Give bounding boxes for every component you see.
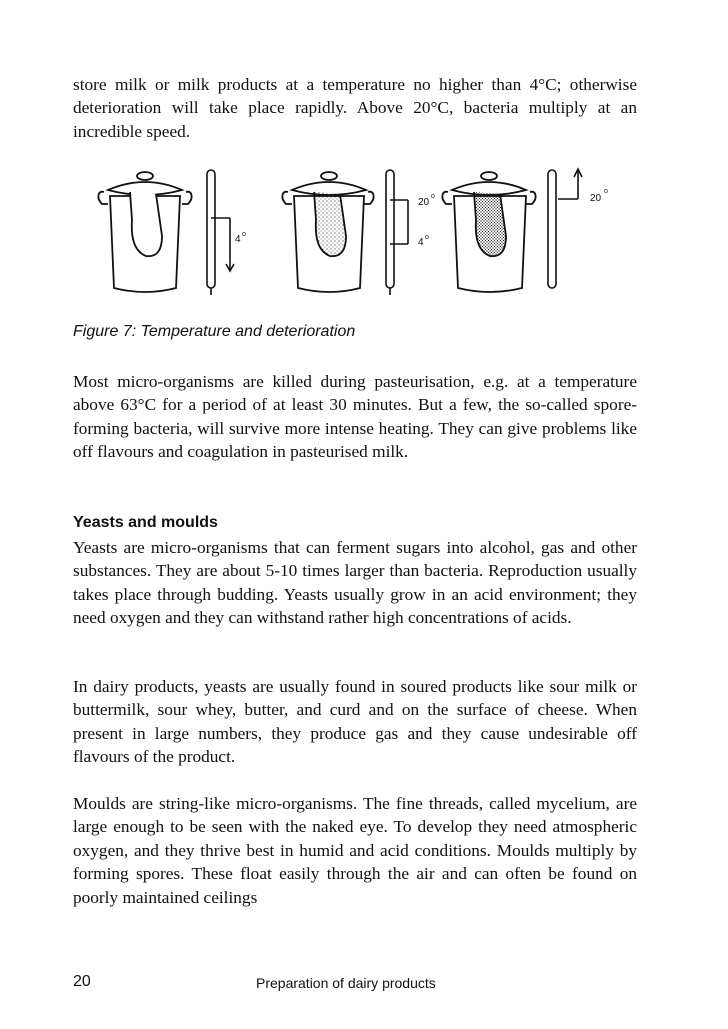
paragraph-moulds: Moulds are string-like micro-organisms. The fine threads, called mycelium, are large enough to be seen with the naked eye. To develop they need atmospheric oxygen, and they thrive best in humid and acid conditions. Moulds multiply by forming spores. These float easily through the air and can often be found on poorly maintained ceilings — [73, 794, 637, 907]
temperature-deterioration-figure — [90, 160, 560, 300]
page-number: 20 — [73, 973, 91, 990]
temp-label-4-first: 4 — [235, 234, 241, 245]
thermometer-medium-icon — [386, 170, 408, 295]
temp-label-4-second: 4 — [418, 237, 424, 248]
degree-mark: o — [242, 231, 246, 238]
paragraph-storage: store milk or milk products at a temperature no higher than 4°C; otherwise deterioration will take place rapidly. Above 20°C, bacteria multiply at an incredible speed. — [73, 75, 637, 141]
milk-pot-medium-icon — [282, 172, 373, 292]
milk-pot-cold-icon — [98, 172, 191, 292]
paragraph-yeasts-dairy: In dairy products, yeasts are usually found in soured products like sour milk or buttermilk, sour whey, butter, and curd and on the surface of cheese. When present in large numbers, they produce gas and they cause undesirable off flavours of the product. — [73, 677, 637, 767]
paragraph-yeasts: Yeasts are micro-organisms that can ferment sugars into alcohol, gas and other substances. They are about 5-10 times larger than bacteria. Reproduction usually takes place through budding. Yeasts usually grow in an acid environment; they need oxygen and they can withstand rather high concentrations of acids. — [73, 538, 637, 628]
temp-label-20-third: 20 — [590, 193, 602, 204]
thermometer-cold-icon — [207, 170, 234, 295]
section-heading-yeasts: Yeasts and moulds — [73, 514, 218, 531]
milk-pot-warm-icon — [442, 172, 535, 292]
temp-label-20-second: 20 — [418, 197, 430, 208]
degree-mark: o — [431, 193, 435, 200]
paragraph-pasteurisation: Most micro-organisms are killed during pasteurisation, e.g. at a temperature above 63°C for a period of at least 30 minutes. But a few, the so-called spore-forming bacteria, will survive more intense heating. They can give problems like off flavours and coagulation in pasteurised milk. — [73, 372, 637, 462]
running-footer-title: Preparation of dairy products — [256, 975, 436, 991]
degree-mark: o — [425, 234, 429, 241]
degree-mark: o — [604, 188, 608, 195]
thermometer-warm-arrow — [552, 165, 622, 205]
figure-caption: Figure 7: Temperature and deterioration — [73, 323, 356, 340]
